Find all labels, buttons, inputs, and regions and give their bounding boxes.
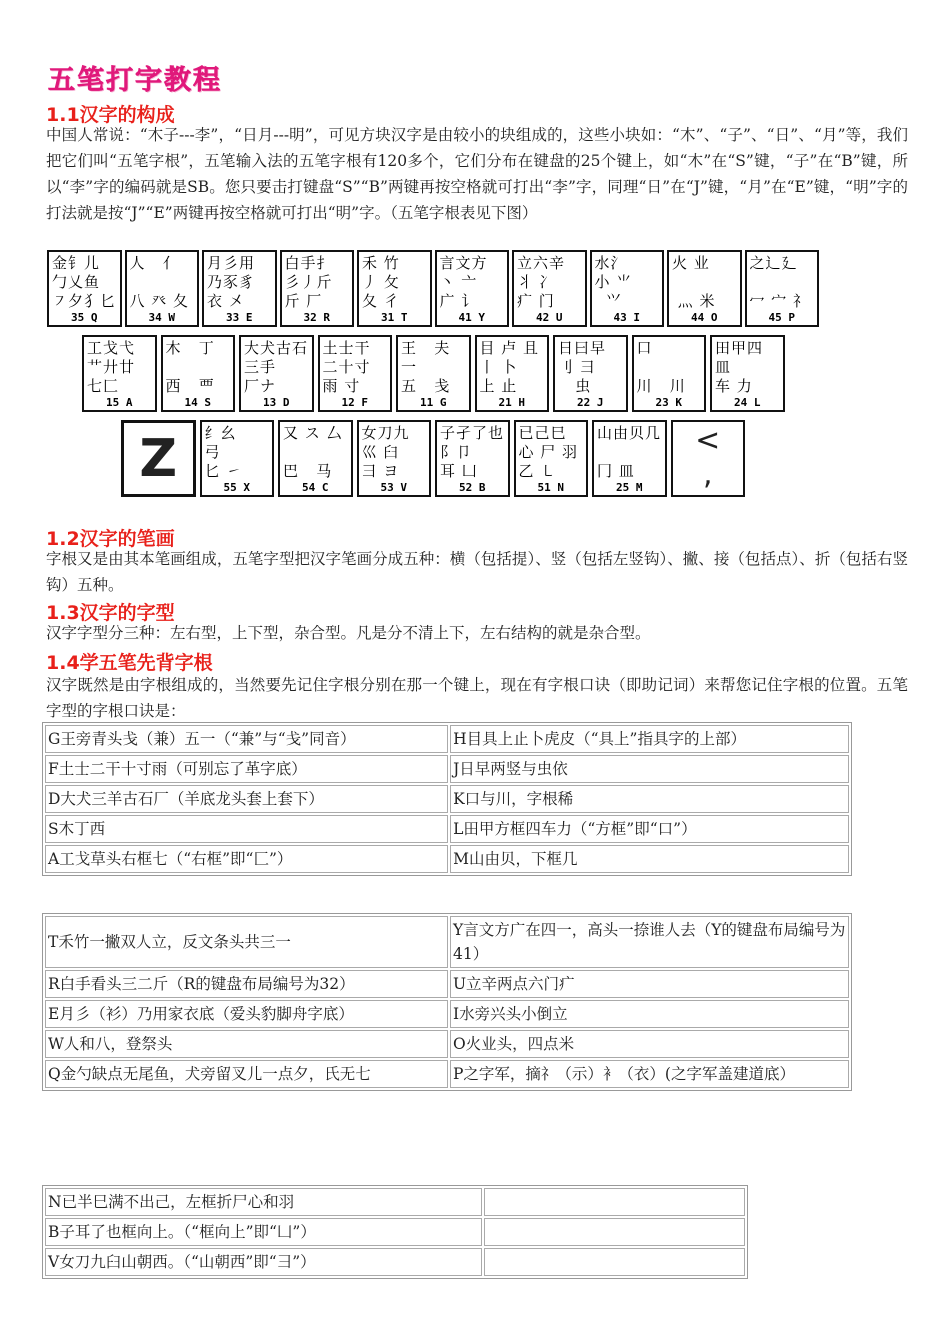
key-code-label: 14 S (184, 396, 211, 409)
table-row (45, 1248, 745, 1276)
table-cell: D大犬三羊古石厂（羊底龙头套上套下） (45, 785, 448, 813)
table-row (45, 1060, 849, 1088)
key-radicals: 田甲四 皿 车 力 (715, 339, 764, 395)
key-m (592, 420, 667, 497)
table-cell: N已半巳满不出己，左框折尸心和羽 (45, 1188, 482, 1216)
key-v (357, 420, 432, 497)
key-comma-symbols: < , (695, 423, 721, 492)
key-radicals: 子孑了也 阝卩 耳 凵 (440, 424, 505, 480)
table-cell: B子耳了也框向上。（“框向上”即“凵”） (45, 1218, 482, 1246)
table-cell: J日早两竖与虫依 (450, 755, 849, 783)
section-heading-3: 1.3汉字的字型 (46, 602, 175, 624)
key-radicals: 白手扌 彡丿斤 斤 厂 (284, 254, 333, 310)
key-code-label: 31 T (381, 311, 408, 324)
key-radicals: 水氵 小 ⺌ ⺍ (594, 254, 633, 310)
key-code-label: 54 C (302, 481, 329, 494)
table-row (45, 785, 849, 813)
key-code-label: 35 Q (71, 311, 98, 324)
key-j (553, 335, 628, 412)
table-row (45, 815, 849, 843)
table-cell: H目具上止卜虎皮（“具上”指具字的上部） (450, 725, 849, 753)
table-cell (484, 1188, 745, 1216)
section-heading-2: 1.2汉字的笔画 (46, 528, 175, 550)
key-w (125, 250, 200, 327)
key-code-label: 22 J (577, 396, 604, 409)
key-radicals: 日曰早 刂 ⺕ 虫 (558, 339, 607, 395)
table-row (45, 725, 849, 753)
key-radicals: 又 ス 厶 巴 马 (283, 424, 343, 480)
section-heading-1: 1.1汉字的构成 (46, 104, 175, 126)
table-cell: I水旁兴头小倒立 (450, 1000, 849, 1028)
key-radicals: 火 业 灬 米 (672, 254, 716, 310)
key-radicals: 已己巳 心 尸 羽 乙 ㇄ (518, 424, 579, 480)
key-code-label: 41 Y (458, 311, 485, 324)
key-q (47, 250, 122, 327)
table-cell: T禾竹一撇双人立，反文条头共三一 (45, 916, 448, 968)
key-radicals: 山由贝几 冂 皿 (597, 424, 662, 480)
table-cell: M山由贝，下框几 (450, 845, 849, 873)
table-cell: Q金勺缺点无尾鱼，犬旁留叉儿一点夕，氏无七 (45, 1060, 448, 1088)
table-cell: R白手看头三二斤（R的键盘布局编号为32） (45, 970, 448, 998)
page-title: 五笔打字教程 (48, 65, 222, 96)
table-cell: K口与川，字根稀 (450, 785, 849, 813)
key-radicals: 目 卢 且 丨 卜 上 止 (479, 339, 540, 395)
key-code-label: 53 V (380, 481, 407, 494)
key-f (318, 335, 393, 412)
table-cell: L田甲方框四车力（“方框”即“口”） (450, 815, 849, 843)
table-row (45, 970, 849, 998)
table-cell: E月彡（衫）乃用家衣底（爱头豹脚舟字底） (45, 1000, 448, 1028)
key-code-label: 15 A (106, 396, 133, 409)
key-s (161, 335, 236, 412)
table-cell: S木丁西 (45, 815, 448, 843)
key-code-label: 52 B (459, 481, 486, 494)
table-cell: V女刀九臼山朝西。（“山朝西”即“彐”） (45, 1248, 482, 1276)
table-cell (484, 1248, 745, 1276)
key-radicals: 之辶廴 冖 宀 礻 (749, 254, 810, 310)
table-row (45, 755, 849, 783)
key-code-label: 24 L (734, 396, 761, 409)
key-radicals: 立六辛 丬 冫 疒 门 (517, 254, 566, 310)
table-cell: W人和八，登祭头 (45, 1030, 448, 1058)
radical-mnemonic-table-3 (42, 1185, 748, 1279)
key-z (121, 420, 196, 497)
key-code-label: 55 X (223, 481, 250, 494)
key-p (745, 250, 820, 327)
key-radicals: 工戈弋 艹廾廿 七匚 (87, 339, 136, 395)
table-cell: P之字军，摘礻（示）衤（衣）(之字军盖建道底） (450, 1060, 849, 1088)
key-r (280, 250, 355, 327)
key-radicals: 纟幺 弓 匕 ㇀ (204, 424, 243, 480)
key-code-label: 12 F (341, 396, 368, 409)
key-code-label: 11 G (420, 396, 447, 409)
table-cell: G王旁青头戋（兼）五一（“兼”与“戋”同音） (45, 725, 448, 753)
radical-mnemonic-table-1 (42, 722, 852, 876)
key-code-label: 45 P (768, 311, 795, 324)
key-code-label: 43 I (613, 311, 640, 324)
key-radicals: 禾 竹 丿 攵 夂 彳 (362, 254, 400, 310)
key-c (278, 420, 353, 497)
key-b (435, 420, 510, 497)
key-radicals: 言文方 丶 亠 广 讠 (439, 254, 488, 310)
key-g (396, 335, 471, 412)
key-code-label: 34 W (148, 311, 175, 324)
table-row (45, 1188, 745, 1216)
key-code-label: 44 O (691, 311, 718, 324)
table-cell: A工戈草头右框七（“右框”即“匚”） (45, 845, 448, 873)
key-code-label: 42 U (536, 311, 563, 324)
table-cell: U立辛两点六门疒 (450, 970, 849, 998)
key-code-label: 25 M (616, 481, 643, 494)
table-row (45, 1218, 745, 1246)
key-code-label: 51 N (537, 481, 564, 494)
key-k (632, 335, 707, 412)
key-i (590, 250, 665, 327)
radical-mnemonic-table-2 (42, 913, 852, 1091)
key-y (435, 250, 510, 327)
key-radicals: 王 夫 一 五 戋 (401, 339, 451, 395)
key-code-label: 33 E (226, 311, 253, 324)
key-o (667, 250, 742, 327)
table-cell: F土士二干十寸雨（可别忘了革字底） (45, 755, 448, 783)
key-z-label: Z (139, 429, 178, 489)
key-radicals: 金钅儿 勹乂鱼 ㇇夕犭匕 (52, 254, 117, 310)
table-row (45, 916, 849, 968)
key-radicals: 土士干 二十寸 雨 寸 (322, 339, 371, 395)
key-radicals: 女刀九 巛 臼 彐 ヨ (361, 424, 410, 480)
key-code-label: 23 K (655, 396, 682, 409)
key-t (357, 250, 432, 327)
key-h (475, 335, 550, 412)
key-n (514, 420, 589, 497)
key-e (202, 250, 277, 327)
key-radicals: 大犬古石 三手 厂ナ (244, 339, 309, 395)
key-d (239, 335, 314, 412)
table-row (45, 1030, 849, 1058)
key-code-label: 21 H (498, 396, 525, 409)
key-u (512, 250, 587, 327)
section-text-2: 字根又是由其本笔画组成，五笔字型把汉字笔画分成五种：横（包括提）、竖（包括左竖钩）、撇、接（包括点）、折（包括右竖钩）五种。 (46, 550, 908, 594)
key-x (200, 420, 275, 497)
key-comma (671, 420, 746, 497)
key-code-label: 13 D (263, 396, 290, 409)
table-row (45, 1000, 849, 1028)
key-code-label: 32 R (303, 311, 330, 324)
table-cell: Y言文方广在四一，高头一捺谁人去（Y的键盘布局编号为41） (450, 916, 849, 968)
key-l (710, 335, 785, 412)
key-a (82, 335, 157, 412)
section-text-1: 中国人常说：“木子---李”，“日月---明”，可见方块汉字是由较小的块组成的，这些小块如：“木”、“子”、“日”、“月”等，我们把它们叫“五笔字根”，五笔输入法的五笔字根有120多个，它们分布在键盘的25个键上，如“木”在“S”键，“子”在“B”键，所以“李”字的编码就是SB。您只要击打键盘“S”“B”两键再按空格就可打出“李”字，同理“日”在“J”键，“月”在“E”键，“明”字的打法就是按“J”“E”两键再按空格就可打出“明”字。（五笔字根表见下图） (46, 126, 908, 222)
section-text-3: 汉字字型分三种：左右型，上下型，杂合型。凡是分不清上下，左右结构的就是杂合型。 (46, 624, 651, 642)
section-text-4: 汉字既然是由字根组成的，当然要先记住字根分别在那一个键上，现在有字根口诀（即助记词）来帮您记住字根的位置。五笔字型的字根口诀是： (46, 676, 908, 720)
key-radicals: 人 亻 八 癶 夂 (129, 254, 190, 310)
key-radicals: 木 丁 西 覀 (165, 339, 215, 395)
section-heading-4: 1.4学五笔先背字根 (46, 652, 213, 674)
key-radicals: 月彡用 乃豕豸 衣 㐅 (207, 254, 256, 310)
table-row (45, 845, 849, 873)
table-cell: O火业头，四点米 (450, 1030, 849, 1058)
table-cell (484, 1218, 745, 1246)
key-radicals: 口 川 川 (636, 339, 686, 395)
